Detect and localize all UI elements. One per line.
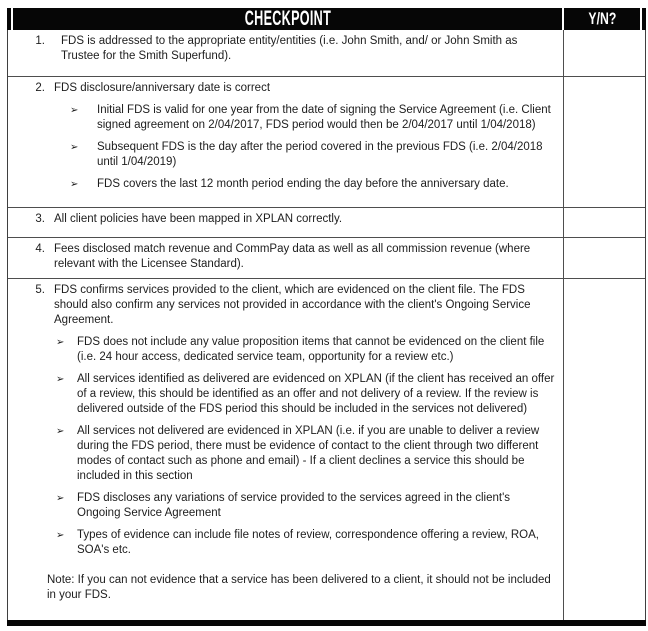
numbered-item	[8, 242, 555, 272]
header-left-border-sliver	[7, 8, 11, 30]
yn-header-label: Y/N?	[588, 9, 616, 28]
row-5-content-cell	[8, 279, 564, 620]
sub-item-text: All services not delivered are evidenced in XPLAN (i.e. if you are unable to deliver a review during the FDS period, there must be evidence of contact to the client through two different modes of contact such as phone and email) - If a client declines a service this should be included in this section	[77, 425, 540, 482]
row-2-answer-cell[interactable]	[564, 77, 646, 207]
sub-item	[8, 335, 555, 365]
checklist-row-3	[8, 208, 645, 238]
checklist-row-4	[8, 238, 645, 279]
sub-item	[8, 491, 555, 521]
arrow-bullet-icon: ➢	[56, 530, 65, 541]
arrow-bullet-icon: ➢	[70, 179, 79, 190]
item-number: 3.	[35, 213, 45, 225]
sub-item-text: Subsequent FDS is the day after the period covered in the previous FDS (i.e. 2/04/2018 until 1/04/2019)	[97, 141, 543, 168]
item-text: FDS disclosure/anniversary date is correct	[54, 82, 271, 94]
item-number: 2.	[35, 82, 45, 94]
checklist-row-5	[8, 279, 645, 620]
table-body	[7, 30, 646, 620]
sub-item-text: FDS discloses any variations of service provided to the services agreed in the client's Ongoing Service Agreement	[77, 492, 511, 519]
arrow-bullet-icon: ➢	[56, 337, 65, 348]
item-number: 1.	[35, 35, 45, 47]
arrow-bullet-icon: ➢	[56, 493, 65, 504]
numbered-item	[8, 212, 555, 227]
header-right-border-sliver	[642, 8, 646, 30]
item-text: FDS confirms services provided to the client, which are evidenced on the client file. The FDS should also confirm any services not provided in accordance with the client's Ongoing Service Agreement.	[54, 284, 531, 326]
sub-item	[8, 372, 555, 417]
row-3-answer-cell[interactable]	[564, 208, 646, 237]
item-text: FDS is addressed to the appropriate entity/entities (i.e. John Smith, and/ or John Smith as Trustee for the Smith Superfund).	[61, 35, 518, 62]
sub-item	[8, 177, 555, 192]
row-4-answer-cell[interactable]	[564, 238, 646, 278]
numbered-item	[8, 283, 555, 328]
checkpoint-table	[7, 8, 646, 626]
row-1-answer-cell[interactable]	[564, 30, 646, 76]
table-header-row	[7, 8, 646, 30]
sub-item-text: Initial FDS is valid for one year from the date of signing the Service Agreement (i.e. Client signed agreement on 2/04/2017, FDS period would then be 2/04/2017 until 1/04/2018)	[97, 104, 551, 131]
row-5-answer-cell[interactable]	[564, 279, 646, 620]
row-1-content-cell	[8, 30, 564, 76]
numbered-item	[8, 34, 555, 64]
arrow-bullet-icon: ➢	[70, 105, 79, 116]
row-4-content-cell	[8, 238, 564, 278]
sub-item	[8, 103, 555, 133]
item-number: 5.	[35, 284, 45, 296]
table-bottom-border	[7, 620, 646, 626]
row-3-content-cell	[8, 208, 564, 237]
sub-item-text: FDS covers the last 12 month period ending the day before the anniversary date.	[97, 178, 509, 190]
checklist-row-2	[8, 77, 645, 208]
sub-item-text: All services identified as delivered are evidenced on XPLAN (if the client has received an offer of a review, this should be identified as an offer and not delivery of a review. If the review is delivered outside of the FDS period this should be included in the services not delivered)	[77, 373, 555, 415]
header-cell-checkpoint	[13, 8, 562, 30]
checklist-row-1	[8, 30, 645, 77]
sub-item	[8, 528, 555, 558]
item-number: 4.	[35, 243, 45, 255]
arrow-bullet-icon: ➢	[56, 426, 65, 437]
row-2-content-cell	[8, 77, 564, 207]
checkpoint-header-label: CHECKPOINT	[244, 8, 331, 30]
sub-item	[8, 424, 555, 484]
note-text: Note: If you can not evidence that a service has been delivered to a client, it should not be included in your FDS.	[47, 574, 551, 601]
item-text: Fees disclosed match revenue and CommPay data as well as all commission revenue (where relevant with the Licensee Standard).	[54, 243, 531, 270]
arrow-bullet-icon: ➢	[56, 374, 65, 385]
sub-item-text: Types of evidence can include file notes of review, correspondence offering a review, ROA, SOA's etc.	[77, 529, 539, 556]
item-text: All client policies have been mapped in XPLAN correctly.	[54, 213, 343, 225]
numbered-item	[8, 81, 555, 96]
sub-item	[8, 140, 555, 170]
header-cell-yn	[564, 8, 640, 30]
sub-item-text: FDS does not include any value proposition items that cannot be evidenced on the client file (i.e. 24 hour access, dedicated service team, opportunity for a review etc.)	[77, 336, 545, 363]
arrow-bullet-icon: ➢	[70, 142, 79, 153]
